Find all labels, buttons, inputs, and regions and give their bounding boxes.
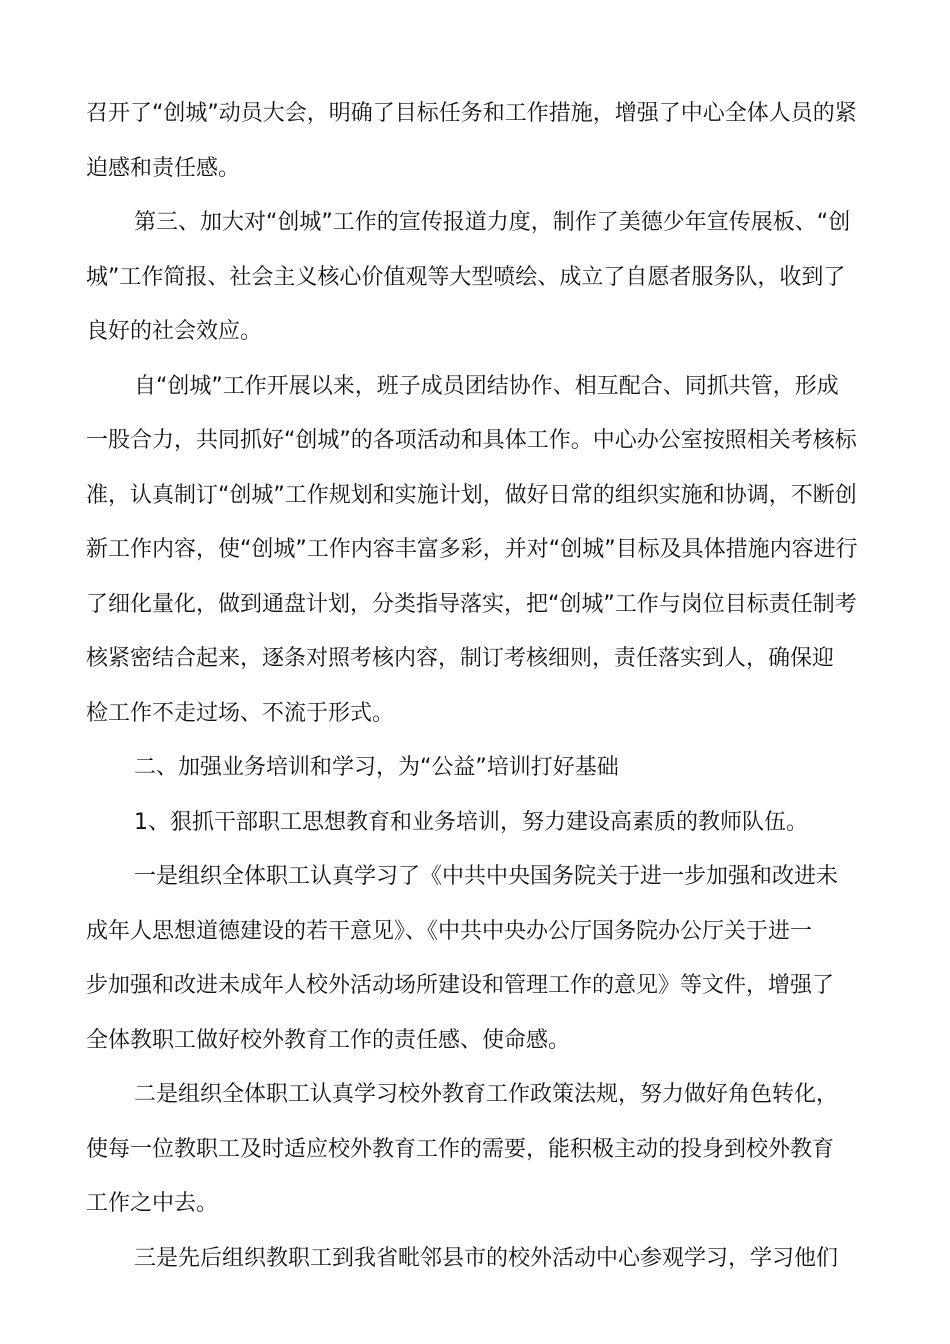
text-line: 迫感和责任感。 <box>86 155 241 181</box>
heading-item-one <box>86 796 862 851</box>
text-line: 自“创城”工作开展以来，班子成员团结协作、相互配合、同抓共管，形成 <box>134 373 839 399</box>
text-line: 准，认真制订“创城”工作规划和实施计划，做好日常的组织实施和协调，不断创 <box>86 482 857 508</box>
text-line: 工作之中去。 <box>86 1191 219 1216</box>
text-line: 了细化量化，做到通盘计划，分类指导落实，把“创城”工作与岗位目标责任制考 <box>86 591 857 617</box>
text-line: 第三、加大对“创城”工作的宣传报道力度，制作了美德少年宣传展板、“创 <box>134 210 851 235</box>
text-line: 良好的社会效应。 <box>86 319 263 344</box>
paragraph-third-publicity <box>86 196 862 360</box>
text-line: 核紧密结合起来，逐条对照考核内容，制订考核细则，责任落实到人，确保迎 <box>86 646 835 671</box>
text-line: 使每一位教职工及时适应校外教育工作的需要，能积极主动的投身到校外教育 <box>86 1136 835 1162</box>
paragraph-first-study <box>86 850 862 1068</box>
text-line: 步加强和改进未成年人校外活动场所建设和管理工作的意见》等文件，增强了 <box>86 973 835 998</box>
paragraph-mobilization <box>86 87 862 196</box>
text-line: 新工作内容，使“创城”工作内容丰富多彩，并对“创城”目标及具体措施内容进行 <box>86 537 858 562</box>
heading-section-two <box>86 741 862 796</box>
text-line: 全体教职工做好校外教育工作的责任感、使命感。 <box>86 1027 571 1053</box>
item-heading: 1、狠抓干部职工思想教育和业务培训，努力建设高素质的教师队伍。 <box>134 809 808 835</box>
text-line: 二是组织全体职工认真学习校外教育工作政策法规，努力做好角色转化， <box>134 1082 839 1107</box>
document-body <box>86 87 862 1286</box>
text-line: 检工作不走过场、不流于形式。 <box>86 700 395 726</box>
text-line: 成年人思想道德建设的若干意见》、《中共中央办公厅国务院办公厅关于进一 <box>86 918 813 944</box>
text-line: 三是先后组织教职工到我省毗邻县市的校外活动中心参观学习，学习他们 <box>134 1245 839 1271</box>
paragraph-second-study <box>86 1068 862 1232</box>
text-line: 城”工作简报、社会主义核心价值观等大型喷绘、成立了自愿者服务队，收到了 <box>86 264 846 290</box>
text-line: 召开了“创城”动员大会，明确了目标任务和工作措施，增强了中心全体人员的紧 <box>86 101 857 126</box>
text-line: 一是组织全体职工认真学习了《中共中央国务院关于进一步加强和改进未 <box>134 864 839 889</box>
paragraph-since-start <box>86 360 862 742</box>
text-line: 一股合力，共同抓好“创城”的各项活动和具体工作。中心办公室按照相关考核标 <box>86 428 857 453</box>
section-heading: 二、加强业务培训和学习，为“公益”培训打好基础 <box>134 755 619 780</box>
paragraph-third-visit <box>86 1232 862 1287</box>
